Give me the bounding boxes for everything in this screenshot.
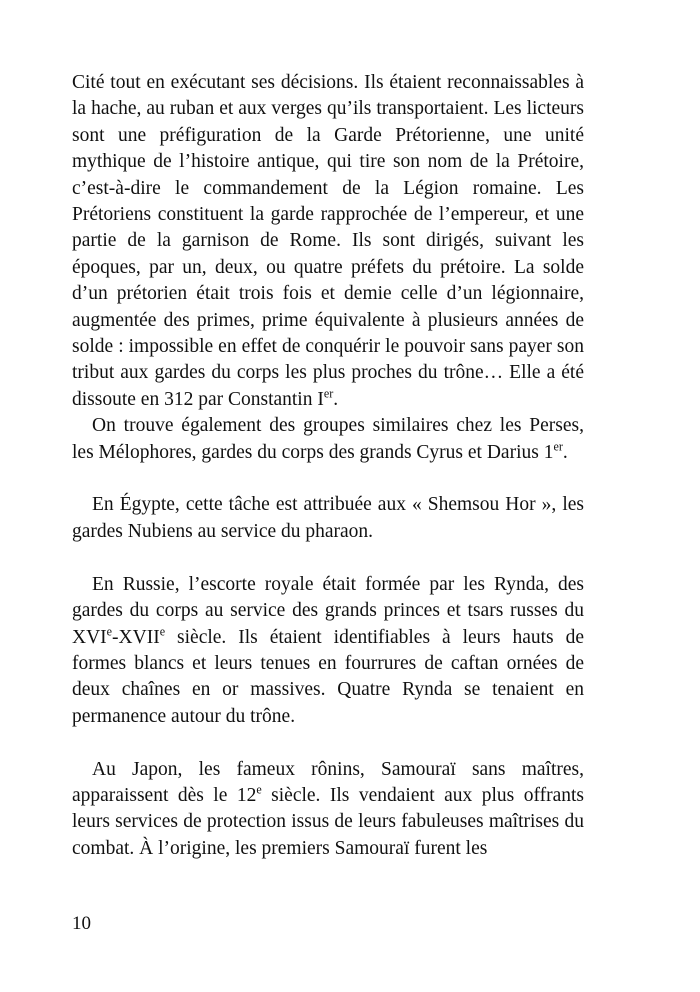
paragraph-egypte: [72, 492, 584, 545]
text-run: En Russie, l’escorte royale était formée par les Rynda, des gardes du corps au service des grands princes et tsars russes du XVI: [72, 573, 584, 648]
paragraph-licteurs: [72, 70, 584, 413]
superscript: e: [106, 624, 113, 638]
superscript: e: [159, 624, 166, 638]
paragraph-japon: [72, 757, 584, 863]
text-run: On trouve également des groupes similaires chez les Perses, les Mélophores, gardes du corps des grands Cyrus et Darius 1: [72, 415, 584, 463]
paragraph-perses: [72, 413, 584, 466]
text-run: siècle. Ils vendaient aux plus offrants leurs services de protection issus de leurs fabuleuses maîtrises du combat. À l’origine, les premiers Samouraï furent les: [72, 784, 584, 859]
text-run: siècle. Ils étaient identifiables à leurs hauts de formes blancs et leurs tenues en fourrures de caftan ornées de deux chaînes en or massives. Quatre Rynda se tenaient en permanence autour du trône.: [72, 626, 584, 727]
text-run: Au Japon, les fameux rônins, Samouraï sans maîtres, apparaissent dès le 12: [72, 758, 584, 806]
superscript: e: [256, 782, 262, 797]
text-run: -XVII: [112, 626, 160, 648]
paragraph-russie: [72, 572, 584, 730]
text-run: .: [562, 441, 568, 463]
text-run: .: [333, 388, 339, 410]
text-run: En Égypte, cette tâche est attribuée aux « Shemsou Hor », les gardes Nubiens au service du pharaon.: [72, 494, 584, 542]
page-number: 10: [72, 913, 91, 934]
text-run: Cité tout en exécutant ses décisions. Ils étaient reconnaissables à la hache, au ruban et aux verges qu’ils transportaient. Les licteurs sont une préfiguration de la Garde Prétorienne, une unité mythique de l’histoire antique, qui tire son nom de la Prétoire, c’est-à-dire le commandement de la Légion romaine. Les Prétoriens constituent la garde rapprochée de l’empereur, et une partie de la garnison de Rome. Ils sont dirigés, suivant les époques, par un, deux, ou quatre préfets du prétoire. La solde d’un prétorien était trois fois et demie celle d’un légionnaire, augmentée des primes, prime équivalente à plusieurs années de solde : impossible en effet de conquérir le pouvoir sans payer son tribut aux gardes du corps les plus proches du trône… Elle a été dissoute en 312 par Constantin I: [72, 72, 584, 410]
superscript: er: [323, 386, 334, 401]
superscript: er: [553, 439, 563, 454]
page-body: [72, 70, 584, 862]
